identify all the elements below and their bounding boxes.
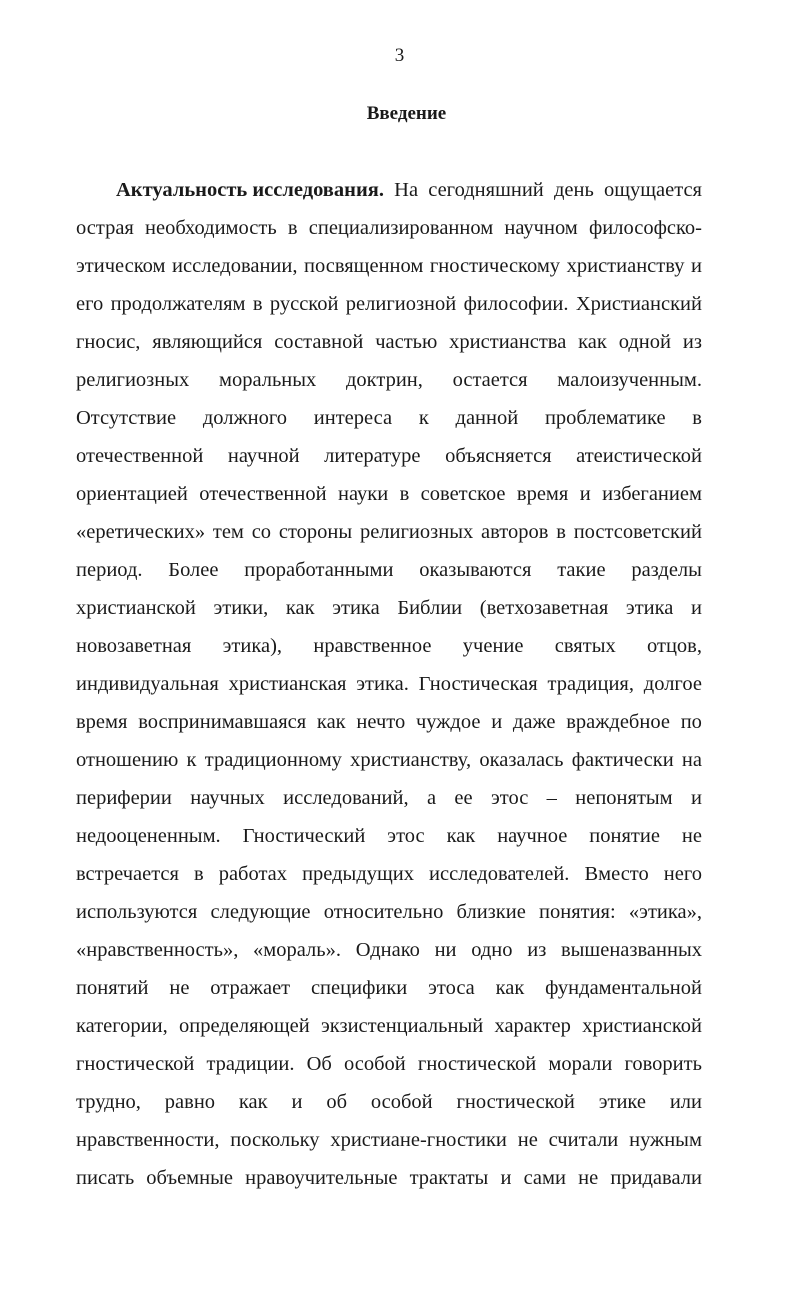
text-line: понятий не отражает специфики этоса как фундаментальной xyxy=(76,977,702,999)
text-line: нравственности, поскольку христиане-гностики не считали нужным xyxy=(76,1129,702,1151)
text-line: «нравственность», «мораль». Однако ни одно из вышеназванных xyxy=(76,939,702,961)
text-line: христианской этики, как этика Библии (ветхозаветная этика и xyxy=(76,597,702,619)
lead-phrase: Актуальность исследования. xyxy=(116,179,384,201)
text-line: период. Более проработанными оказываются такие разделы xyxy=(76,559,702,581)
text-line: время воспринимавшаяся как нечто чуждое и даже враждебное по xyxy=(76,711,702,733)
text-line: Актуальность исследования. На сегодняшний день ощущается xyxy=(76,174,702,212)
text-line: этическом исследовании, посвященном гностическому христианству и xyxy=(76,255,702,277)
text-line: трудно, равно как и об особой гностической этике или xyxy=(76,1091,702,1113)
text-line: гносис, являющийся составной частью христианства как одной из xyxy=(76,331,702,353)
text-line: писать объемные нравоучительные трактаты и сами не придавали xyxy=(76,1167,702,1189)
text-line: отношению к традиционному христианству, оказалась фактически на xyxy=(76,749,702,771)
text-line: религиозных моральных доктрин, остается малоизученным. xyxy=(76,369,702,391)
text-line: встречается в работах предыдущих исследователей. Вместо него xyxy=(76,863,702,885)
text-line: категории, определяющей экзистенциальный характер христианской xyxy=(76,1015,702,1037)
text-line: острая необходимость в специализированном научном философско- xyxy=(76,217,702,239)
text-line: недооцененным. Гностический этос как научное понятие не xyxy=(76,825,702,847)
text-line: используются следующие относительно близкие понятия: «этика», xyxy=(76,901,702,923)
text-line: «еретических» тем со стороны религиозных авторов в постсоветский xyxy=(76,521,702,543)
text-line: его продолжателям в русской религиозной философии. Христианский xyxy=(76,293,702,315)
text-line: Отсутствие должного интереса к данной проблематике в xyxy=(76,407,702,429)
text-line: новозаветная этика), нравственное учение святых отцов, xyxy=(76,635,702,657)
body-paragraph xyxy=(76,174,702,1200)
page-number: 3 xyxy=(394,45,405,66)
section-heading: Введение xyxy=(366,103,447,124)
text-line: ориентацией отечественной науки в советское время и избеганием xyxy=(76,483,702,505)
text-line: индивидуальная христианская этика. Гностическая традиция, долгое xyxy=(76,673,702,695)
text-line: гностической традиции. Об особой гностической морали говорить xyxy=(76,1053,702,1075)
text-line: периферии научных исследований, а ее этос – непонятым и xyxy=(76,787,702,809)
text-line: отечественной научной литературе объясняется атеистической xyxy=(76,445,702,467)
